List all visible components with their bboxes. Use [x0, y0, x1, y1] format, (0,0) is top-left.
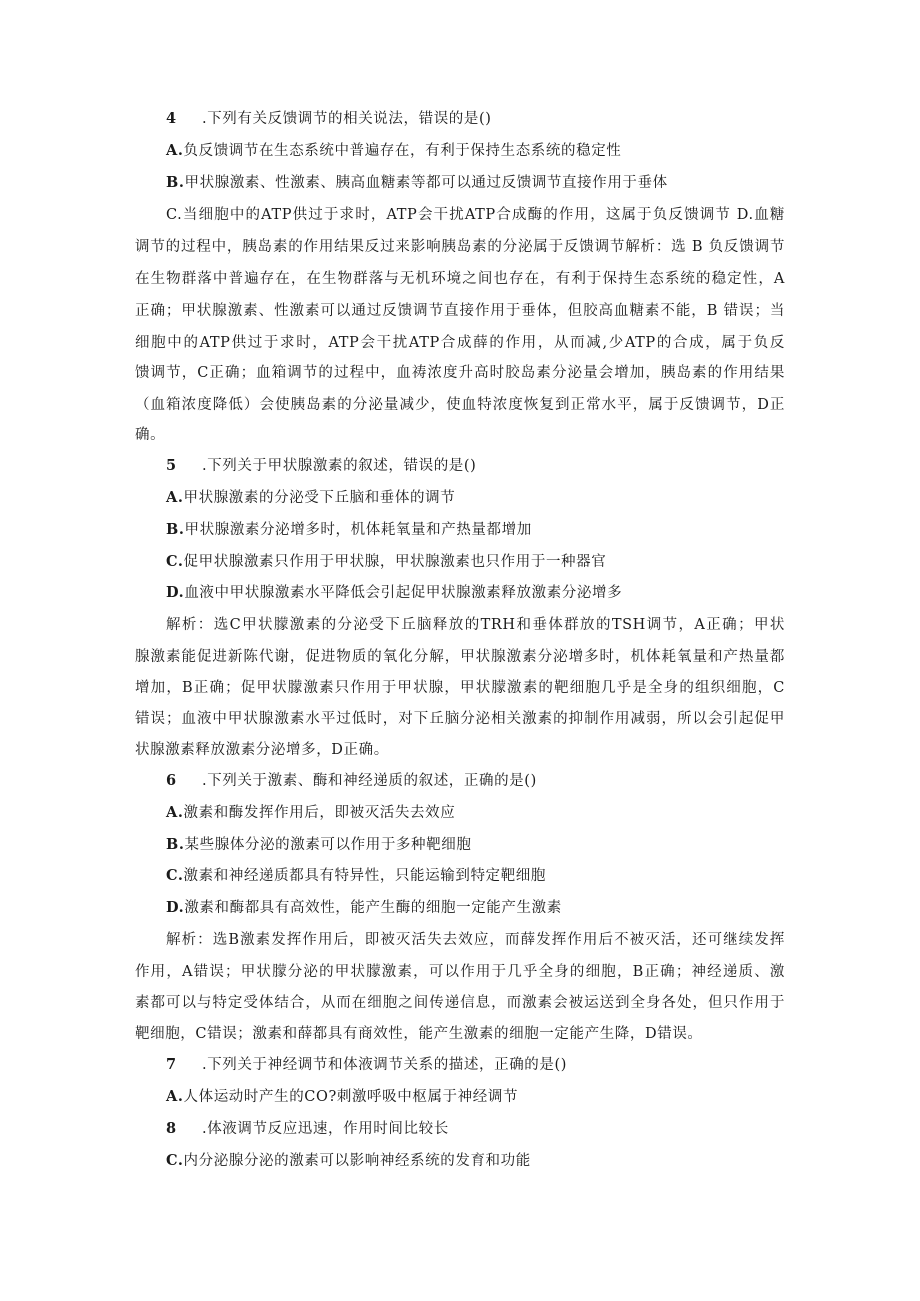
question-stem-text: .下列有关反馈调节的相关说法，错误的是()	[202, 111, 492, 127]
question-5-stem	[166, 455, 476, 477]
question-4-option-a	[166, 140, 621, 162]
option-letter: D.	[166, 899, 185, 916]
option-text: 负反馈调节在生态系统中普遍存在，有利于保持生态系统的稳定性	[183, 143, 622, 159]
question-number: 6	[166, 772, 177, 789]
question-6-analysis-line: 解析：选B激素发挥作用后，即被灭活失去效应，而薛发挥作用后不被灭活，还可继续发挥	[166, 932, 785, 948]
option-text: 甲状腺激素分泌增多时，机体耗氧量和产热量都增加	[184, 522, 532, 538]
question-5-analysis-line: 解析：选C甲状朦激素的分泌受下丘脑释放的TRH和垂体群放的TSH调节，A正确；甲状	[166, 617, 785, 633]
question-8-stem	[166, 1118, 449, 1140]
option-letter: C.	[166, 867, 184, 884]
question-4-text-line: 调节的过程中，胰岛素的作用结果反过来影响胰岛素的分泌属于反馈调节解析：选 B 负反馈调节	[135, 239, 785, 255]
question-5-analysis-line: 增加，B正确；促甲状朦激素只作用于甲状腺，甲状朦激素的靶细胞几乎是全身的组织细胞，C	[135, 680, 785, 696]
option-letter: A.	[166, 489, 184, 506]
option-letter: A.	[166, 142, 184, 159]
question-4-text-line: 在生物群落中普遍存在，在生物群落与无机环境之间也存在，有利于保持生态系统的稳定性，A	[135, 271, 785, 287]
question-7-stem	[166, 1054, 567, 1076]
question-5-analysis-line: 腺激素能促进新陈代谢，促进物质的氧化分解，甲状腺激素分泌增多时，机体耗氧量和产热量都	[135, 649, 785, 665]
option-letter: C.	[166, 1152, 184, 1169]
question-5-option-b	[166, 519, 532, 541]
question-4-option-b	[166, 172, 668, 194]
option-text: 促甲状腺激素只作用于甲状腺，甲状腺激素也只作用于一种器官	[183, 554, 607, 570]
question-5-option-c	[166, 551, 606, 573]
question-4-text-line: 正确；甲状腺激素、性激素可以通过反馈调节直接作用于垂体，但胶高血糖素不能，B 错误；当	[135, 303, 785, 319]
question-6-option-c	[166, 865, 546, 887]
question-6-stem	[166, 770, 537, 792]
question-6-option-a	[166, 802, 455, 824]
option-letter: A.	[166, 804, 184, 821]
question-number: 4	[166, 110, 177, 127]
question-4-text-line: 细胞中的ATP供过于求时，ATP会干扰ATP合成薛的作用，从而减,少ATP的合成，属于负反	[135, 335, 785, 351]
question-stem-text: .体液调节反应迅速，作用时间比较长	[202, 1121, 449, 1137]
option-letter: D.	[166, 584, 185, 601]
option-text: 某些腺体分泌的激素可以作用于多种靶细胞	[184, 837, 472, 853]
option-text: 内分泌腺分泌的激素可以影响神经系统的发育和功能	[183, 1153, 531, 1169]
question-8-option-c	[166, 1150, 531, 1172]
question-6-analysis-line: 作用，A错误；甲状朦分泌的甲状朦激素，可以作用于几乎全身的细胞，B正确；神经递质、激	[135, 964, 785, 980]
option-text: 激素和神经递质都具有特异性，只能运输到特定靶细胞	[183, 868, 546, 884]
question-5-option-d	[166, 582, 622, 604]
question-4-text-line: C.当细胞中的ATP供过于求时，ATP会干扰ATP合成酶的作用，这属于负反馈调节 D.血糖	[166, 207, 785, 223]
option-text: 甲状腺激素、性激素、胰高血糖素等都可以通过反馈调节直接作用于垂体	[184, 175, 668, 191]
option-text: 甲状腺激素的分泌受下丘脑和垂体的调节	[183, 490, 456, 506]
question-7-option-a	[166, 1086, 518, 1108]
question-5-option-a	[166, 487, 455, 509]
option-text: 血液中甲状腺激素水平降低会引起促甲状腺激素释放激素分泌增多	[184, 585, 623, 601]
option-letter: B.	[166, 521, 185, 538]
question-4-text-line: 确。	[135, 427, 166, 443]
question-4-text-line: （血箱浓度降低）会使胰岛素的分泌量减少，使血特浓度恢复到正常水平，属于反馈调节，D正	[135, 397, 785, 413]
option-text: 人体运动时产生的CO?刺激呼吸中枢属于神经调节	[183, 1089, 519, 1105]
question-number: 5	[166, 457, 177, 474]
question-number: 7	[166, 1056, 177, 1073]
question-5-analysis-line: 状腺激素释放激素分泌增多，D正确。	[135, 742, 389, 758]
question-stem-text: .下列关于甲状腺激素的叙述，错误的是()	[202, 458, 477, 474]
option-letter: B.	[166, 836, 185, 853]
option-text: 激素和酶都具有高效性，能产生酶的细胞一定能产生激素	[184, 900, 562, 916]
question-6-option-d	[166, 897, 562, 919]
option-letter: B.	[166, 174, 185, 191]
question-4-stem	[166, 108, 492, 130]
option-letter: C.	[166, 553, 184, 570]
question-6-analysis-line: 靶细胞，C错误；激素和薛都具有商效性，能产生激素的细胞一定能产生降，D错误。	[135, 1026, 703, 1042]
option-text: 激素和酶发挥作用后，即被灭活失去效应	[183, 805, 456, 821]
question-number: 8	[166, 1120, 177, 1137]
question-stem-text: .下列关于激素、酶和神经递质的叙述，正确的是()	[202, 773, 537, 789]
question-5-analysis-line: 错误；血液中甲状腺激素水平过低时，对下丘脑分泌相关激素的抑制作用减弱，所以会引起促甲	[135, 711, 785, 727]
question-stem-text: .下列关于神经调节和体液调节关系的描述，正确的是()	[202, 1057, 568, 1073]
question-6-analysis-line: 素都可以与特定受体结合，从而在细胞之间传递信息，而激素会被运送到全身各处，但只作用于	[135, 995, 785, 1011]
question-4-text-line: 馈调节，C正确；血箱调节的过程中，血祷浓度升高时胶岛素分泌量会增加，胰岛素的作用结果	[135, 365, 785, 381]
question-6-option-b	[166, 834, 471, 856]
option-letter: A.	[166, 1088, 184, 1105]
